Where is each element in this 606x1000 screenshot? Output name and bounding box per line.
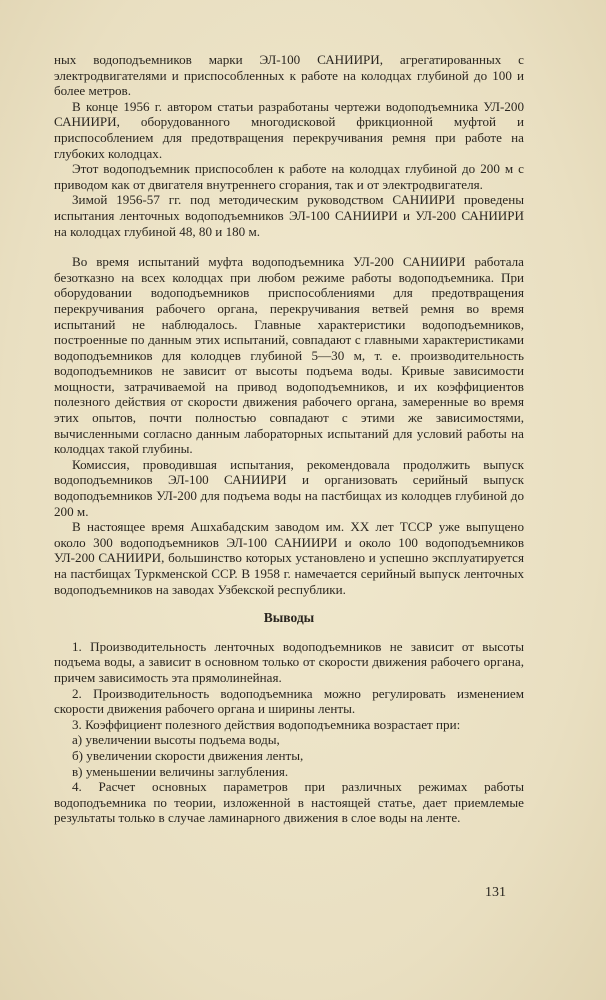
paragraph: Комиссия, проводившая испытания, рекомендовала продолжить выпуск водоподъемников ЭЛ-100 САНИИРИ и организовать серийный выпуск водоподъемников УЛ-200 для подъема воды на пастбищах из колодцев глубиной до 200 м. [54, 456, 524, 519]
conclusion-subitem: б) увеличении скорости движения ленты, [72, 747, 304, 763]
conclusion-item: 3. Коэффициент полезного действия водоподъемника возрастает при: [72, 716, 461, 732]
paragraph: В настоящее время Ашхабадским заводом им. XX лет ТССР уже выпущено около 300 водоподъемников ЭЛ-100 САНИИРИ и около 100 водоподъемников УЛ-200 САНИИРИ, большинство которых установлено и успешно эксплуатируется на пастбищах Туркменской ССР. В 1958 г. намечается серийный выпуск ленточных водоподъемников на заводах Узбекской республики. [54, 519, 524, 597]
conclusion-subitem: в) уменьшении величины заглубления. [72, 763, 289, 779]
conclusion-item: 1. Производительность ленточных водоподъемников не зависит от высоты подъема воды, а зависит в основном только от скорости движения рабочего органа, причем зависимость эта прямолинейная. [54, 638, 524, 685]
conclusion-item: 4. Расчет основных параметров при различных режимах работы водоподъемника по теории, изложенной в настоящей статье, дает приемлемые результаты только в случае ламинарного движения в слое воды на ленте. [54, 779, 524, 826]
conclusion-subitem: а) увеличении высоты подъема воды, [72, 732, 280, 748]
paragraph: Этот водоподъемник приспособлен к работе на колодцах глубиной до 200 м с приводом как от двигателя внутреннего сгорания, так и от электродвигателя. [54, 161, 524, 192]
body-text [54, 52, 524, 826]
section-heading: Выводы [263, 610, 315, 626]
paragraph: Во время испытаний муфта водоподъемника УЛ-200 САНИИРИ работала безотказно на всех колодцах при любом режиме работы водоподъемника. При оборудовании водоподъемников приспособлениями для предотвращения перекручивания рабочего органа, перекручивания ветвей ремня во время испытаний не наблюдалось. Главные характеристики водоподъемников, построенные по данным этих испытаний, совпадают с главными характеристиками водоподъемников для колодцев глубиной 5—30 м, т. е. производительность водоподъемников не зависит от высоты подъема воды. Кривые зависимости мощности, затрачиваемой на привод водоподъемников, и их коэффициентов полезного действия от скорости движения рабочего органа, замеренные во время этих опытов, почти полностью совпадают с этими же зависимостями, вычисленными согласно данным лабораторных испытаний для условий работы на колодцах такой глубины. [54, 254, 524, 457]
paragraph: ных водоподъемников марки ЭЛ-100 САНИИРИ, агрегатированных с электродвигателями и приспособленных к работе на колодцах глубиной до 100 и более метров. [54, 52, 524, 99]
page-number: 131 [485, 885, 506, 900]
paragraph: В конце 1956 г. автором статьи разработаны чертежи водоподъемника УЛ-200 САНИИРИ, оборудованного многодисковой фрикционной муфтой и приспособлением для предотвращения перекручивания ремня при работе на глубоких колодцах. [54, 98, 524, 161]
paragraph: Зимой 1956-57 гг. под методическим руководством САНИИРИ проведены испытания ленточных водоподъемников ЭЛ-100 САНИИРИ и УЛ-200 САНИИРИ на колодцах глубиной 48, 80 и 180 м. [54, 192, 524, 239]
conclusion-item: 2. Производительность водоподъемника можно регулировать изменением скорости движения рабочего органа и ширины ленты. [54, 685, 524, 717]
